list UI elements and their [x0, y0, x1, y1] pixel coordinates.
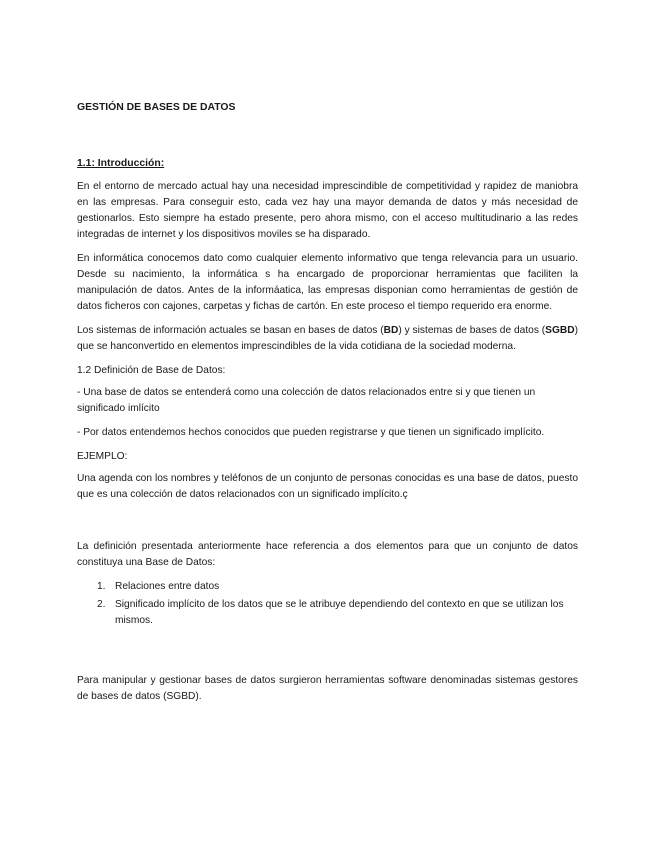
list-item	[77, 579, 578, 595]
list-item-number: 1.	[97, 581, 106, 592]
example-label: EJEMPLO:	[77, 451, 128, 462]
spacer	[77, 511, 578, 539]
example-text: Una agenda con los nombres y teléfonos de un conjunto de personas conocidas es una base de datos, puesto que es una colección de datos relacionados con un significado implícito.ç	[77, 473, 578, 500]
para3-text-3: ) que se hanconvertido en elementos imprescindibles de la vida cotidiana de la sociedad moderna.	[77, 325, 578, 352]
intro-paragraph-3	[77, 323, 578, 355]
bd-abbreviation: BD	[383, 325, 399, 336]
document-title: GESTIÓN DE BASES DE DATOS	[77, 102, 236, 113]
para3-text-1: Los sistemas de información actuales se basan en bases de datos (	[77, 325, 384, 336]
section-heading-definicion: 1.2 Definición de Base de Datos:	[77, 365, 226, 376]
elements-list	[77, 579, 578, 629]
closing-paragraph: Para manipular y gestionar bases de datos surgieron herramientas software denominadas sistemas gestores de bases de datos (SGBD).	[77, 675, 578, 702]
definition-dash-item-2: - Por datos entendemos hechos conocidos que pueden registrarse y que tienen un significado implícito.	[77, 427, 545, 438]
intro-paragraph-2: En informática conocemos dato como cualquier elemento informativo que tenga relevancia para un usuario. Desde su nacimiento, la informática s ha encargado de proporcionar herramientas que faciliten la manipulación de datos. Antes de la informáatica, las empresas disponian como herramientas de gestión de datos ficheros con cajones, carpetas y fichas de cartón. En este proceso el tiempo requerido era enorme.	[77, 253, 578, 312]
list-item-number: 2.	[97, 599, 106, 610]
intro-paragraph-1: En el entorno de mercado actual hay una necesidad imprescindible de competitividad y rapidez de maniobra en las empresas. Para conseguir esto, cada vez hay una mayor demanda de datos y más necesidad de gestionarlos. Esto siempre ha estado presente, pero ahora mismo, con el acceso multitudinario a las redes integradas de internet y los dispositivos moviles se ha disparado.	[77, 181, 578, 240]
list-item-text: Relaciones entre datos	[115, 581, 220, 592]
sgbd-abbreviation: SGBD	[545, 325, 575, 336]
section-heading-introduccion: 1.1: Introducción:	[77, 158, 165, 169]
definition-dash-item-1: - Una base de datos se entenderá como una colección de datos relacionados entre si y que tienen un significado imlícito	[77, 387, 536, 414]
list-item	[77, 597, 578, 629]
list-item-text: Significado implícito de los datos que se le atribuye dependiendo del contexto en que se utilizan los mismos.	[115, 599, 564, 626]
definition-intro: La definición presentada anteriormente hace referencia a dos elementos para que un conjunto de datos constituya una Base de Datos:	[77, 541, 578, 568]
document-content	[77, 100, 578, 713]
para3-text-2: ) y sistemas de bases de datos (	[398, 325, 546, 336]
spacer	[77, 637, 578, 673]
